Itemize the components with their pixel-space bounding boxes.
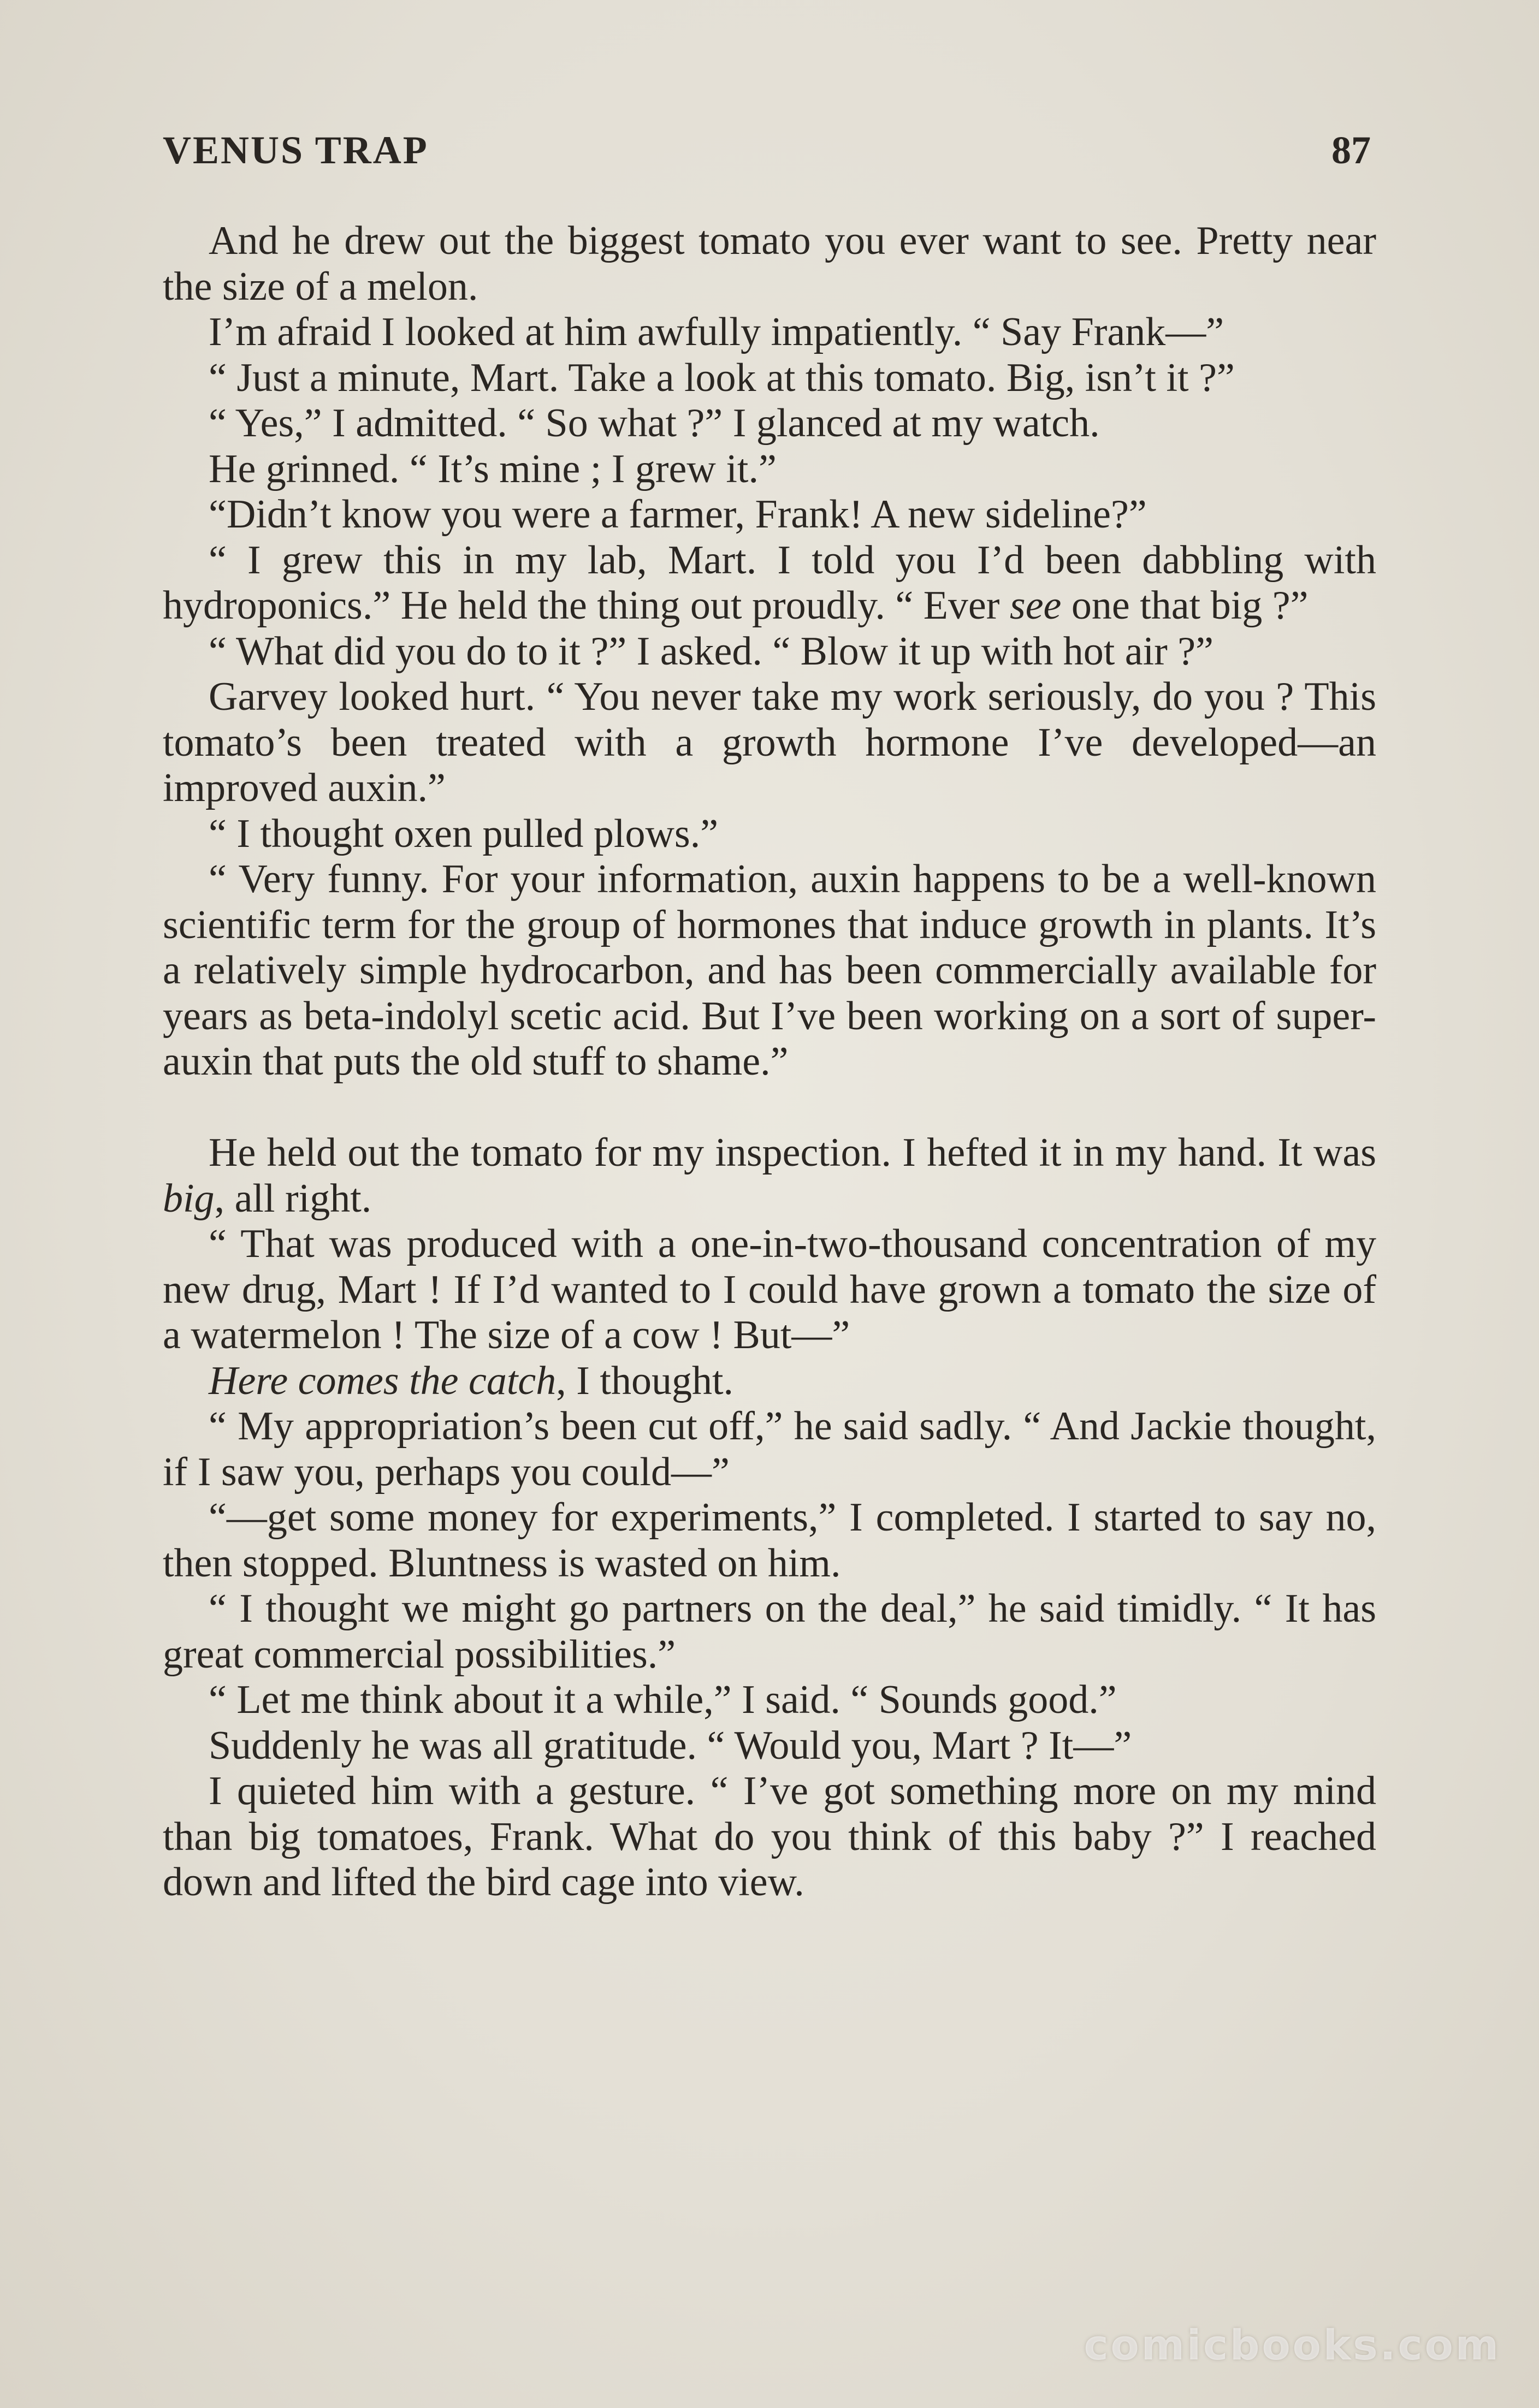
watermark: comicbooks.com bbox=[1084, 2321, 1501, 2369]
paragraph-12-text-before: He held out the tomato for my inspection. I hefted it in my hand. It was bbox=[209, 1130, 1376, 1175]
paragraph-5: He grinned. “ It’s mine ; I grew it.” bbox=[209, 446, 777, 491]
paragraph-7-text-after: one that big ?” bbox=[1061, 583, 1309, 628]
paragraph-14 bbox=[163, 1359, 1376, 1404]
paragraph-6: “Didn’t know you were a farmer, Frank! A new sideline?” bbox=[209, 492, 1147, 537]
paragraph-7-text-before: “ I grew this in my lab, Mart. I told you I’d been dabbling with hydroponics.” He held the thing out proudly. “ Ever bbox=[163, 537, 1376, 628]
paragraph-15: “ My appropriation’s been cut off,” he said sadly. “ And Jackie thought, if I saw you, perhaps you could—” bbox=[163, 1404, 1376, 1494]
paragraph-16: “—get some money for experiments,” I completed. I started to say no, then stopped. Bluntness is wasted on him. bbox=[163, 1495, 1376, 1586]
paragraph-1: And he drew out the biggest tomato you ever want to see. Pretty near the size of a melon. bbox=[163, 218, 1376, 309]
paragraph-17: “ I thought we might go partners on the deal,” he said timidly. “ It has great commercial possibilities.” bbox=[163, 1586, 1376, 1677]
page-number: 87 bbox=[1331, 128, 1371, 172]
section-break bbox=[163, 1085, 1376, 1131]
body-text bbox=[163, 218, 1376, 1906]
page-header bbox=[163, 120, 1371, 180]
paragraph-13: “ That was produced with a one-in-two-thousand concentration of my new drug, Mart ! If I’d wanted to I could have grown a tomato the size of a watermelon ! The size of a cow ! But—” bbox=[163, 1221, 1376, 1357]
paragraph-4: “ Yes,” I admitted. “ So what ?” I glanced at my watch. bbox=[209, 401, 1100, 446]
running-head: VENUS TRAP bbox=[163, 128, 429, 172]
paragraph-12-italic: big bbox=[163, 1176, 215, 1221]
paragraph-11: “ Very funny. For your information, auxin happens to be a well-known scientific term for the group of hormones that induce growth in plants. It’s a relatively simple hydrocarbon, and has been commercially available for years as beta-indolyl scetic acid. But I’ve been working on a sort of super-auxin that puts the old stuff to shame.” bbox=[163, 857, 1376, 1084]
paragraph-7 bbox=[163, 538, 1376, 629]
paragraph-8: “ What did you do to it ?” I asked. “ Blow it up with hot air ?” bbox=[209, 628, 1214, 674]
paragraph-20: I quieted him with a gesture. “ I’ve got something more on my mind than big tomatoes, Frank. What do you think of this baby ?” I reached down and lifted the bird cage into view. bbox=[163, 1769, 1376, 1905]
paragraph-10: “ I thought oxen pulled plows.” bbox=[209, 811, 719, 856]
paragraph-19: Suddenly he was all gratitude. “ Would you, Mart ? It—” bbox=[209, 1723, 1132, 1768]
paragraph-14-text-after: , I thought. bbox=[556, 1358, 734, 1403]
paragraph-14-italic: Here comes the catch bbox=[209, 1358, 557, 1403]
paragraph-18: “ Let me think about it a while,” I said. “ Sounds good.” bbox=[209, 1677, 1117, 1722]
paragraph-12 bbox=[163, 1130, 1376, 1221]
paragraph-12-text-after: , all right. bbox=[214, 1176, 372, 1221]
paragraph-9: Garvey looked hurt. “ You never take my work seriously, do you ? This tomato’s been treated with a growth hormone I’ve developed—an improved auxin.” bbox=[163, 674, 1376, 810]
paragraph-2: I’m afraid I looked at him awfully impatiently. “ Say Frank—” bbox=[209, 310, 1224, 354]
paragraph-3: “ Just a minute, Mart. Take a look at this tomato. Big, isn’t it ?” bbox=[209, 355, 1235, 400]
paragraph-7-italic: see bbox=[1009, 583, 1062, 628]
